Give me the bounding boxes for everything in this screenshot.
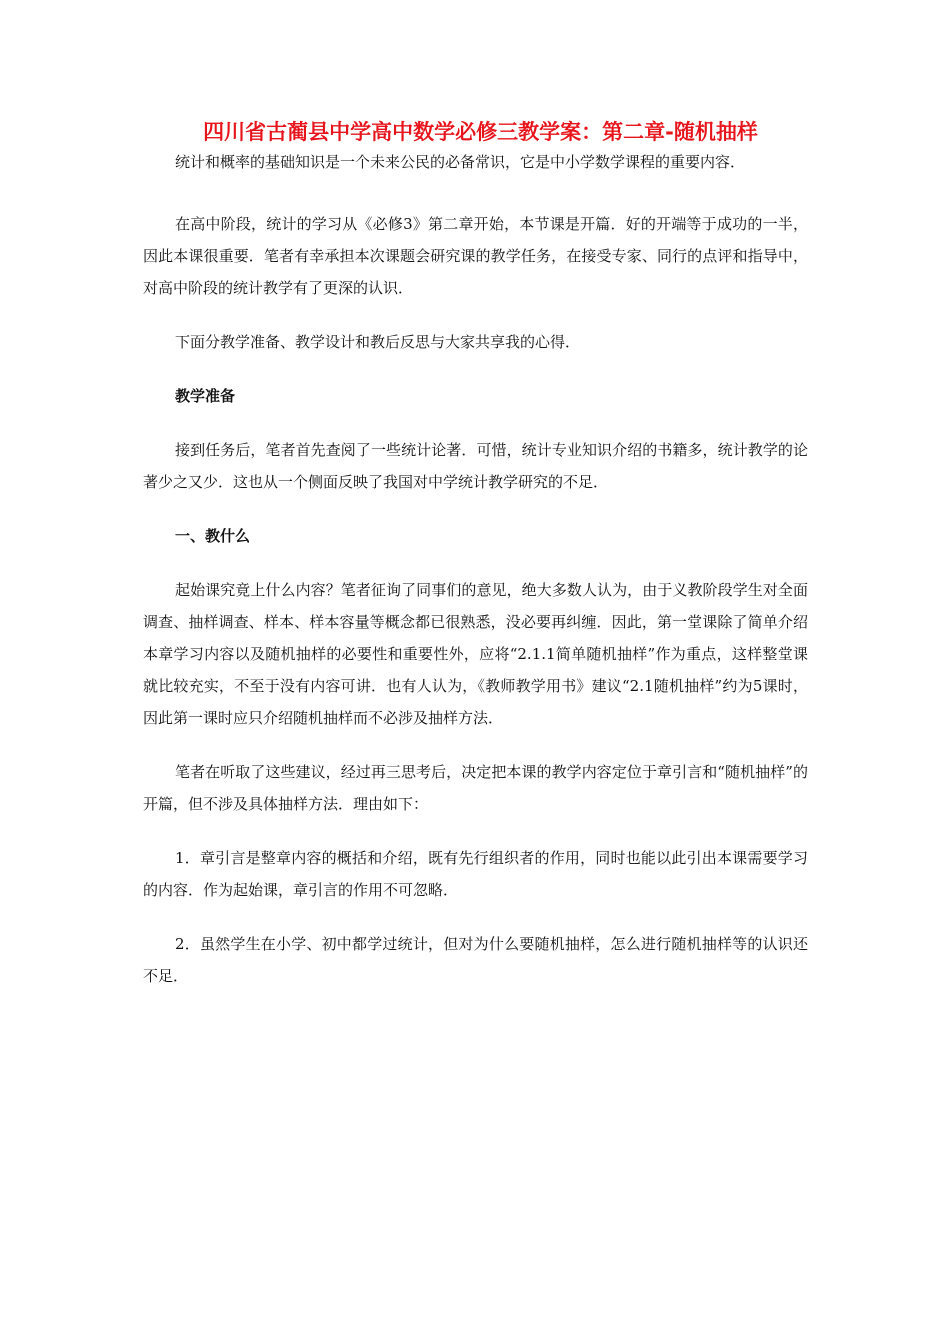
intro-paragraph: 统计和概率的基础知识是一个未来公民的必备常识，它是中小学数学课程的重要内容． — [175, 153, 746, 171]
paragraph-5: 笔者在听取了这些建议，经过再三思考后，决定把本课的教学内容定位于章引言和“随机抽样”的开篇，但不涉及具体抽样方法．理由如下： — [143, 763, 808, 813]
document-title: 四川省古蔺县中学高中数学必修三教学案：第二章-随机抽样 — [203, 120, 758, 144]
list-item-1: 1．章引言是整章内容的概括和介绍，既有先行组织者的作用，同时也能以此引出本课需要学习的内容．作为起始课，章引言的作用不可忽略． — [143, 849, 808, 899]
paragraph-4: 起始课究竟上什么内容？笔者征询了同事们的意见，绝大多数人认为，由于义教阶段学生对全面调查、抽样调查、样本、样本容量等概念都已很熟悉，没必要再纠缠．因此，第一堂课除了简单介绍本章学习内容以及随机抽样的必要性和重要性外，应将“2.1.1简单随机抽样”作为重点，这样整堂课就比较充实，不至于没有内容可讲．也有人认为，《教师教学用书》建议“2.1随机抽样”约为5课时，因此第一课时应只介绍随机抽样而不必涉及抽样方法． — [143, 581, 808, 727]
section-heading-what-to-teach: 一、教什么 — [175, 527, 251, 545]
section-heading-teaching-prep: 教学准备 — [175, 387, 236, 405]
paragraph-1: 在高中阶段，统计的学习从《必修3》第二章开始，本节课是开篇．好的开端等于成功的一半，因此本课很重要．笔者有幸承担本次课题会研究课的教学任务，在接受专家、同行的点评和指导中，对高中阶段的统计教学有了更深的认识． — [143, 215, 808, 297]
paragraph-3: 接到任务后，笔者首先查阅了一些统计论著．可惜，统计专业知识介绍的书籍多，统计教学的论著少之又少．这也从一个侧面反映了我国对中学统计教学研究的不足． — [143, 441, 808, 491]
document-page — [143, 118, 808, 992]
list-item-2: 2．虽然学生在小学、初中都学过统计，但对为什么要随机抽样，怎么进行随机抽样等的认识还不足． — [143, 935, 808, 985]
paragraph-2: 下面分教学准备、教学设计和教后反思与大家共享我的心得． — [175, 333, 581, 351]
